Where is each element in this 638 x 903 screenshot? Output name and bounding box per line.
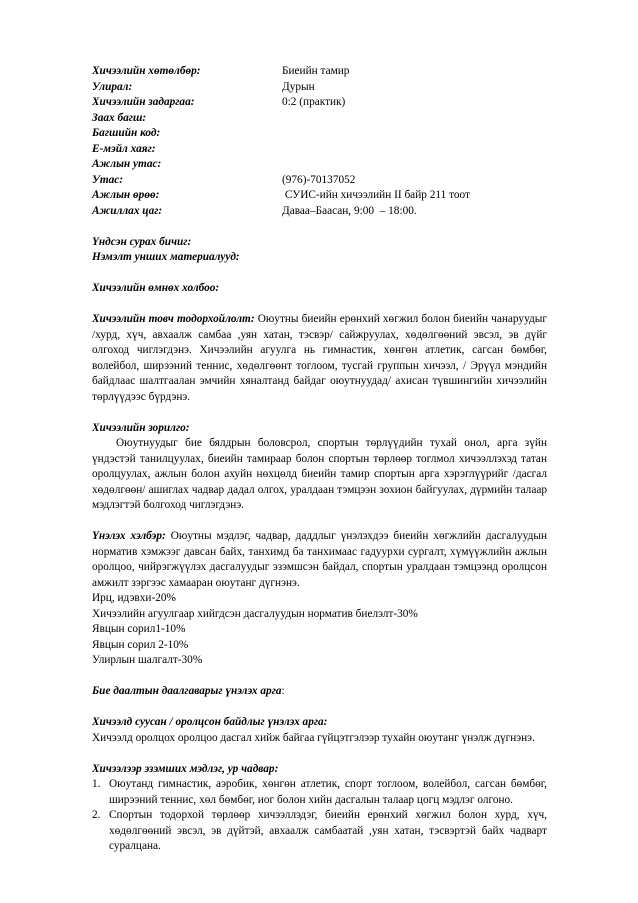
participation-text: Хичээлд оролцох оролцоо дасгал хийж байгаа гүйцэтгэлээр тухайн оюутанг үнэлж дүгнэнэ. [92,731,535,744]
info-row [92,142,547,158]
info-label: Заах багш: [92,111,147,124]
assessment-text: Оюутны мэдлэг, чадвар, даддлыг үнэлэхдээ биеийн хөгжлийн дасгалуудын норматив хэмжээг давсан байх, танхимд ба танхимаас гадуурхи сургалт, хүмүүжлийн ажлын оролцоо, чийрэгжүүлэх дасгалуудыг эзэмшсэн байдал, спортын уралдаан тэмцээнд оролцсон амжилт зэргээс хамааран оюутанг дүгнэнэ. [92,530,547,589]
list-text: Спортын тодорхой төрлөөр хичээллэдэг, биеийн ерөнхий хөгжил болон хурд, хүч, хөдөлгөөний эвсэл, эв дүйтэй, авхаалж самбаатай ,уян хатан, тэсвэртэй байх чадварт суралцана. [109,809,547,852]
info-label: Улирал: [92,80,133,93]
info-label: Хичээлийн задаргаа: [92,96,195,108]
grade-item: Ирц, идэвхи-20% [92,592,176,604]
grade-item: Хичээлийн агуулгаар хийгдсэн дасгалуудын норматив биелэлт-30% [92,607,418,620]
list-number: 1. [92,778,101,790]
assessment-label: Үнэлэх хэлбэр: [92,530,166,542]
info-value: Дурын [282,80,315,93]
info-value: Биеийн тамир [282,65,350,77]
participation-heading: Хичээлд суусан / оролцсон байдлыг үнэлэх арга: [92,716,328,728]
grade-item: Явцын сорил1-10% [92,623,186,635]
goal-heading: Хичээлийн зорилго: [92,421,190,434]
grade-item: Улирлын шалгалт-30% [92,654,203,666]
info-row [92,95,547,111]
info-row [92,111,547,127]
textbook-heading: Үндсэн сурах бичиг: [92,235,192,248]
info-row [92,157,547,173]
info-label: Багшийн код: [92,127,161,139]
course-info-table [92,64,547,219]
info-row [92,204,547,220]
info-row [92,126,547,142]
goal-text: Оюутнуудыг бие бялдрын боловсрол, спортын төрлүүдийн тухай онол, арга зүйн үндэстэй танилцуулах, биеийн тамираар болон спортын төрлөөр тоглмол хичээллэхэд татан оролцуулах, ажлын болон ахуйн нөхцөлд биеийн тамир спортын арга хэрэглүүрийг /дасгал хөдөлгөөн/ ашиглах чадвар дадал олгох, уралдаан тэмцээн зохион байгуулах, дүрмийн талаар мэдлэгтэй болгоход чиглэгдэнэ. [92,437,547,511]
info-row [92,173,547,189]
info-label: Утас: [92,173,124,186]
selfstudy-suffix: : [281,685,285,697]
summary-label: Хичээлийн товч тодорхойлолт: [92,313,255,325]
info-value: СУИС-ийн хичээлийн II байр 211 тоот [282,189,470,201]
list-item [92,808,547,855]
list-text: Оюутанд гимнастик, аэробик, хөнгөн атлетик, спорт тоглоом, волейбол, сагсан бөмбөг, ширээний теннис, хөл бөмбөг, иог болон хийн дасгалын талаар цогц мэдлэг олгоно. [109,778,547,806]
selfstudy-heading [92,684,547,700]
grade-item: Явцын сорил 2-10% [92,638,189,651]
info-row [92,64,547,80]
info-label: Хичээлийн хөтөлбөр: [92,65,201,77]
skills-heading: Хичээлээр эзэмших мэдлэг, ур чадвар: [92,762,279,775]
info-value: 0:2 (практик) [282,96,346,108]
info-row [92,188,547,204]
info-value: Даваа–Баасан, 9:00 – 18:00. [282,204,417,217]
info-label: Е-мэйл хаяг: [92,142,156,155]
list-number: 2. [92,809,101,821]
summary-text: Оюутны биеийн ерөнхий хөгжил болон биеийн чанаруудыг /хурд, хүч, авхаалж самбаа ,уян хатан, тэсвэр/ сайжруулах, хөдөлгөөний эвсэл, эв дүйг олгоход чиглэгдэнэ. Хичээлийн агуулга нь гимнастик, хөнгөн атлетик, сагсан бөмбөг, волейбол, ширээний теннис, хөдөлгөөнт тоглоом, тусгай группын хичээл, / Эрүүл мэндийн байдлаас шалтгаалан эмчийн хяналтанд байдаг оюутнуудад/ ахисан түвшингийн хичээлийн төрлүүдээс бүрдэнэ. [92,313,547,403]
info-label: Ажиллах цаг: [92,204,163,217]
info-label: Ажлын утас: [92,158,162,170]
info-row [92,80,547,96]
summary-paragraph [92,312,547,405]
list-item [92,777,547,808]
skills-list [92,777,547,855]
info-label: Ажлын өрөө: [92,189,160,201]
prereq-heading: Хичээлийн өмнөх холбоо: [92,282,220,294]
materials-heading: Нэмэлт унших материалууд: [92,251,240,263]
assessment-paragraph [92,529,547,591]
selfstudy-label: Бие даалтын даалгаварыг үнэлэх арга [92,685,282,697]
document-page [92,64,547,855]
info-value: (976)-70137052 [282,173,356,186]
